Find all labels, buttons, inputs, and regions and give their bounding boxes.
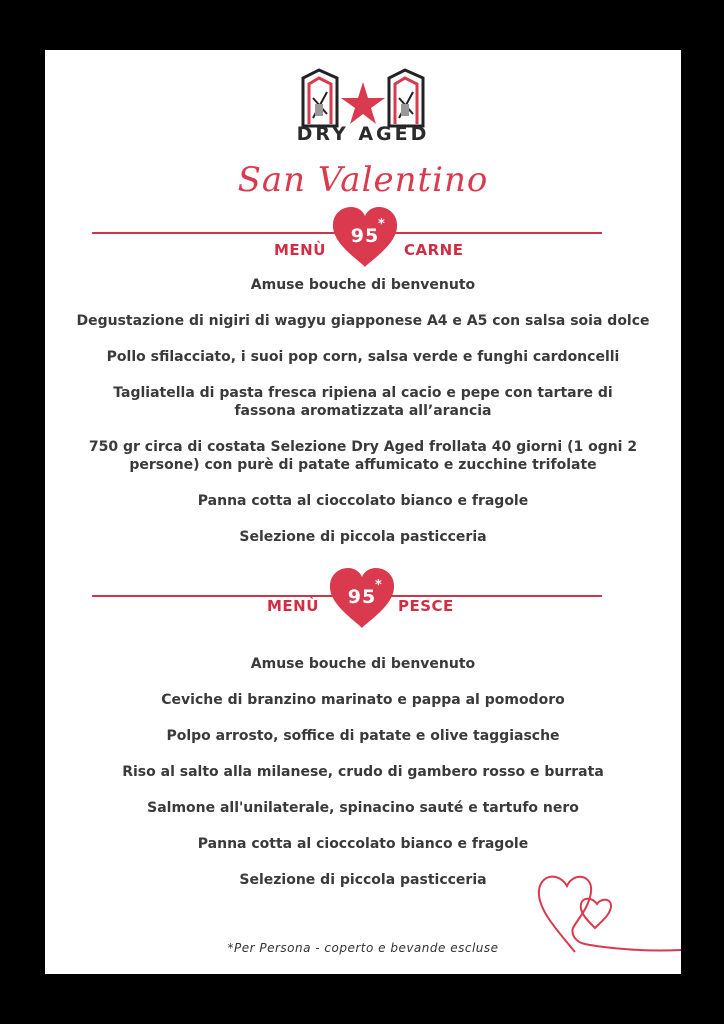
menu-pesce-price: 95 <box>347 586 377 608</box>
menu-item: Polpo arrosto, soffice di patate e olive taggiasche <box>166 728 560 744</box>
menu-carne-price: 95 <box>350 225 380 247</box>
menu-item: Selezione di piccola pasticceria <box>239 872 487 888</box>
menu-item: Ceviche di branzino marinato e pappa al pomodoro <box>161 692 565 708</box>
menu-pesce-label-right: PESCE <box>398 597 454 615</box>
menu-item: Pollo sfilacciato, i suoi pop corn, salsa verde e funghi cardoncelli <box>106 349 620 365</box>
price-asterisk: * <box>375 578 382 593</box>
menu-item: Panna cotta al cioccolato bianco e fragole <box>197 493 529 509</box>
menu-carne-label-left: MENÙ <box>274 241 326 259</box>
menu-item: Amuse bouche di benvenuto <box>250 656 476 672</box>
menu-item: Tagliatella di pasta fresca ripiena al cacio e pepe con tartare di fassona aromatizzata all’arancia <box>113 385 613 419</box>
menu-sheet <box>45 50 681 974</box>
menu-pesce-items <box>65 655 661 889</box>
menu-item: Riso al salto alla milanese, crudo di gambero rosso e burrata <box>122 764 604 780</box>
dry-aged-logo-icon <box>45 68 681 128</box>
footnote: *Per Persona - coperto e bevande escluse <box>227 941 499 955</box>
page-title: San Valentino <box>237 160 489 200</box>
menu-item: Degustazione di nigiri di wagyu giapponese A4 e A5 con salsa soia dolce <box>76 313 650 329</box>
menu-item: Panna cotta al cioccolato bianco e fragole <box>197 836 529 852</box>
menu-item: Selezione di piccola pasticceria <box>239 529 487 545</box>
price-heart-badge <box>327 566 397 630</box>
menu-item: Amuse bouche di benvenuto <box>250 277 476 293</box>
menu-carne-label-right: CARNE <box>404 241 464 259</box>
price-asterisk: * <box>378 217 385 232</box>
menu-item: 750 gr circa di costata Selezione Dry Aged frollata 40 giorni (1 ogni 2 persone) con purè di patate affumicato e zucchine trifolate <box>88 439 638 473</box>
price-heart-badge <box>330 205 400 269</box>
menu-pesce-label-left: MENÙ <box>267 597 319 615</box>
menu-item: Salmone all'unilaterale, spinacino sauté e tartufo nero <box>147 800 579 816</box>
brand-name: DRY AGED <box>296 123 430 145</box>
menu-carne-items <box>65 276 661 546</box>
